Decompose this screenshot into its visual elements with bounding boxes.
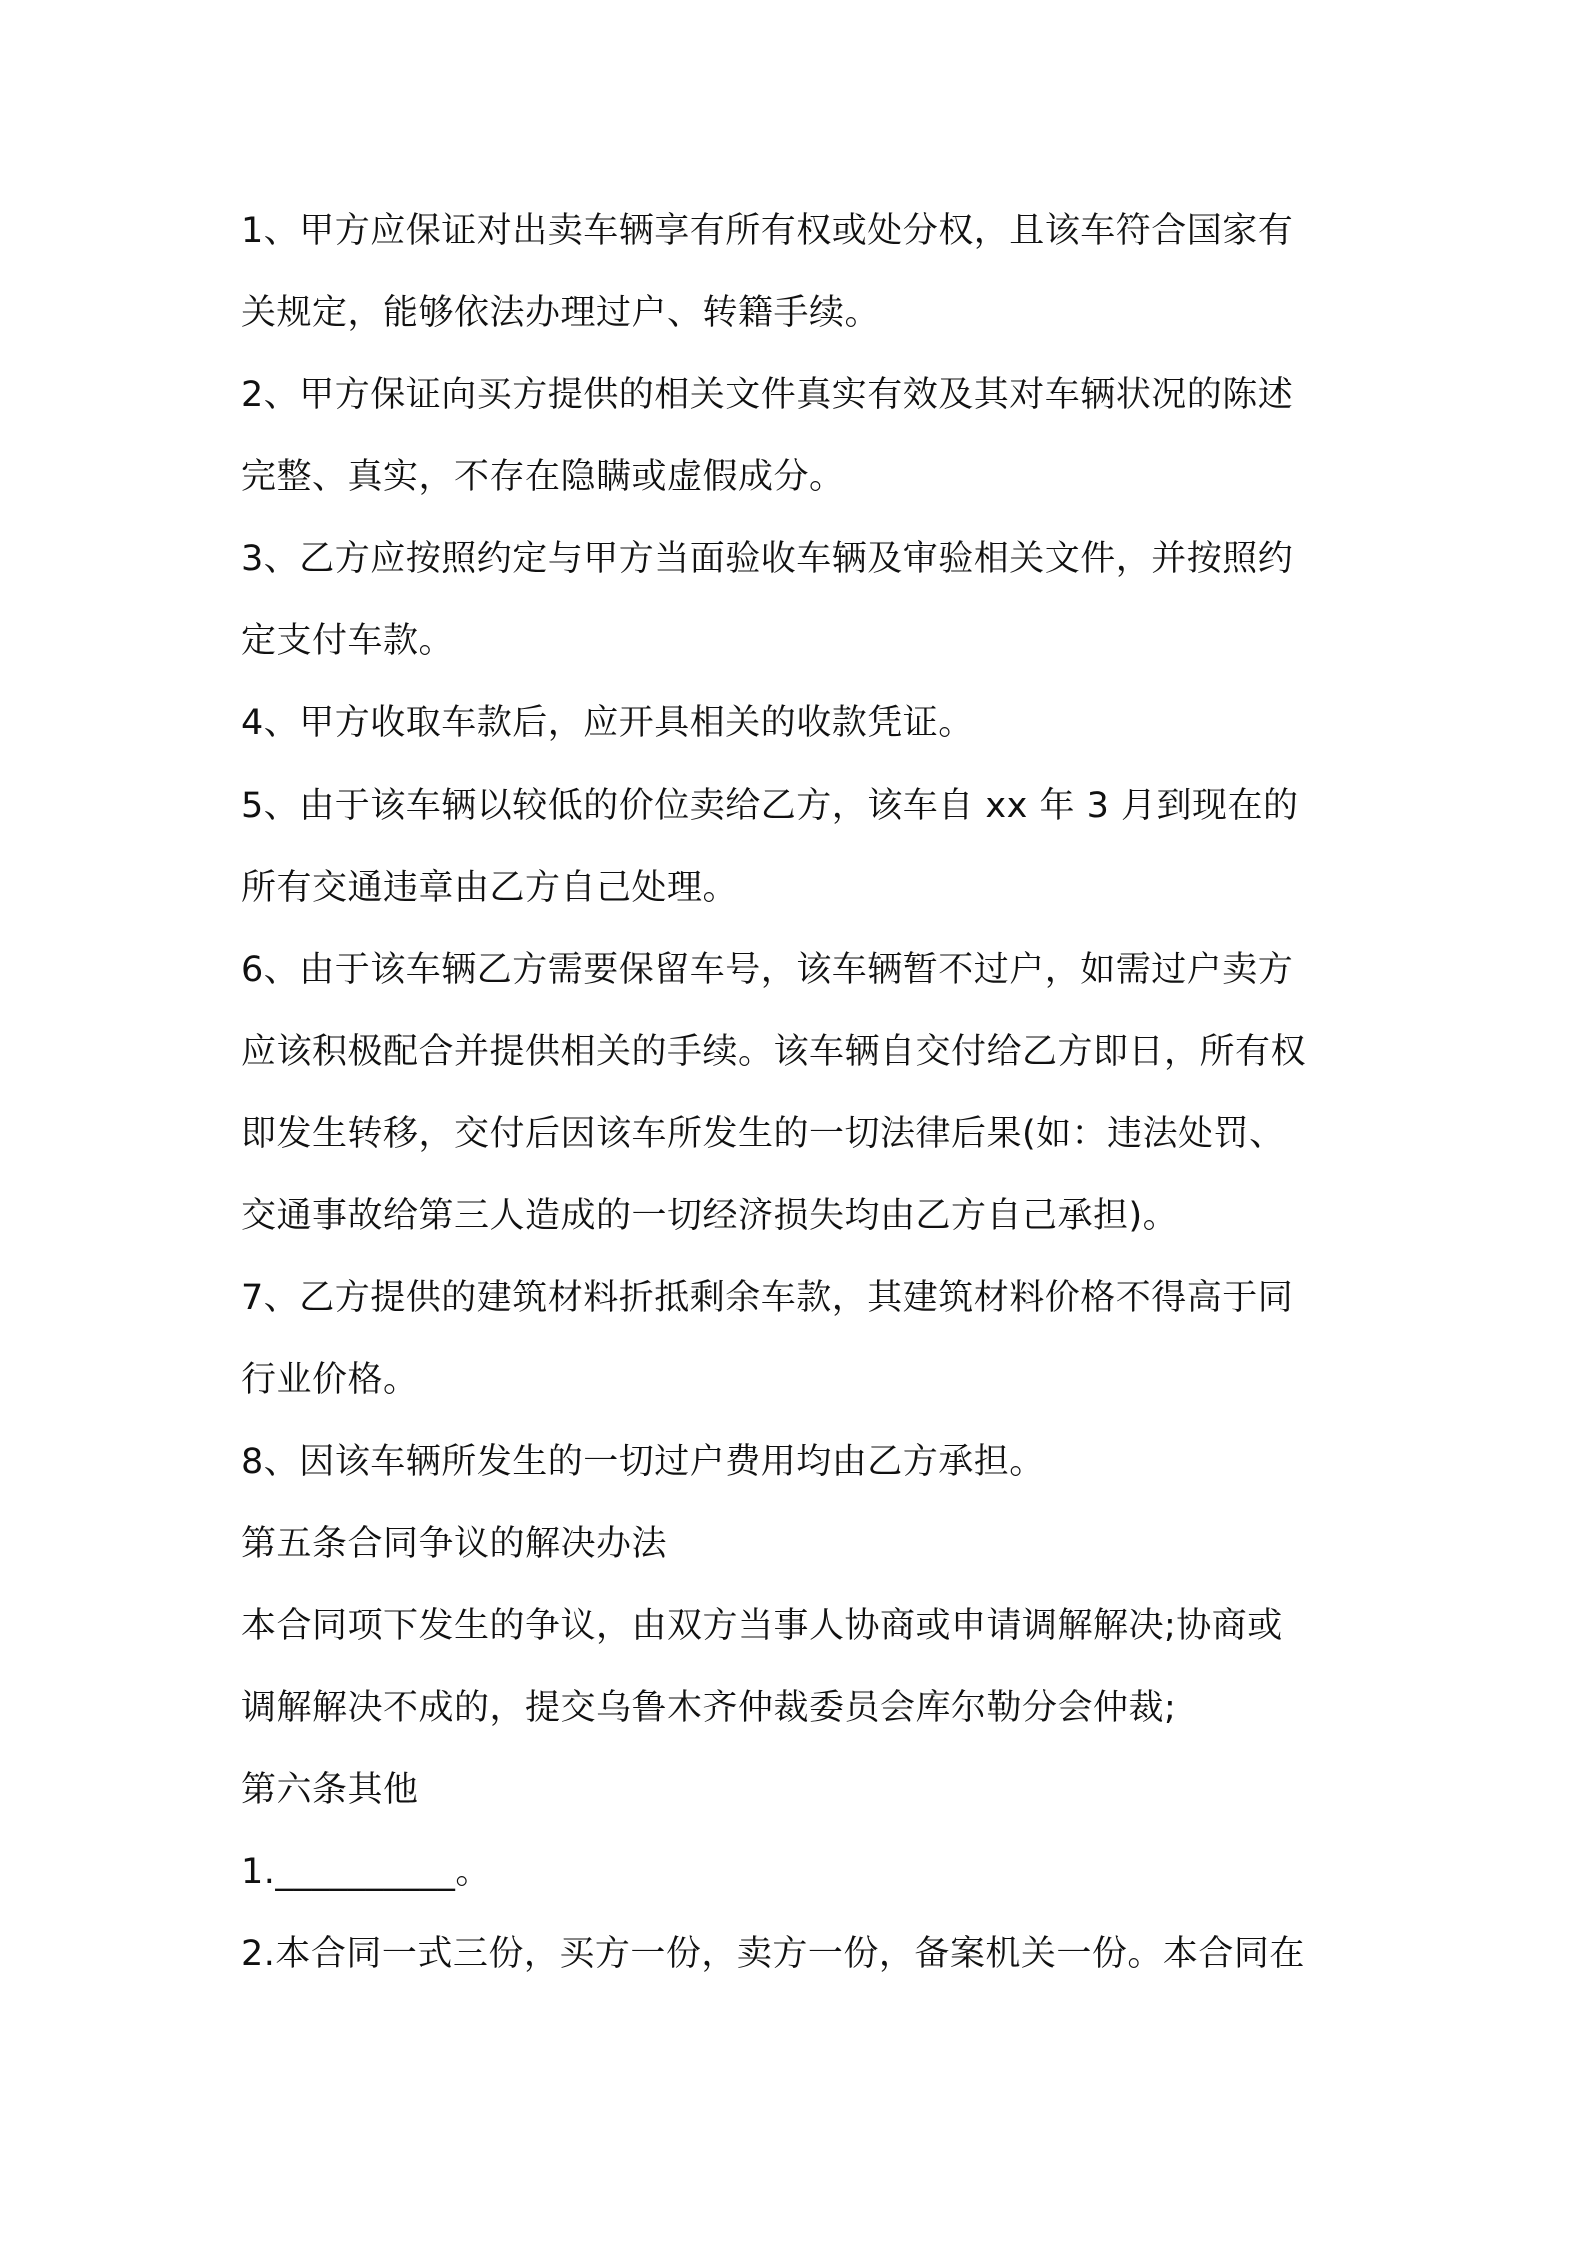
clause-4-1-line-1: 1、甲方应保证对出卖车辆享有所有权或处分权，且该车符合国家有 — [241, 211, 1294, 251]
clause-4-5-line-1: 5、由于该车辆以较低的价位卖给乙方，该车自 xx 年 3 月到现在的 — [241, 786, 1299, 826]
clause-4-6-line-1: 6、由于该车辆乙方需要保留车号，该车辆暂不过户，如需过户卖方 — [241, 950, 1294, 990]
clause-4-5-line-2: 所有交通违章由乙方自己处理。 — [241, 868, 739, 908]
clause-4-2-line-2: 完整、真实，不存在隐瞒或虚假成分。 — [241, 457, 845, 497]
article-6-item-2-line-1: 2.本合同一式三份，买方一份，卖方一份，备案机关一份。本合同在 — [241, 1934, 1305, 1974]
clause-4-7-line-1: 7、乙方提供的建筑材料折抵剩余车款，其建筑材料价格不得高于同 — [241, 1278, 1294, 1318]
article-6-item-1: 1.__________。 — [241, 1852, 491, 1892]
article-5-body-line-1: 本合同项下发生的争议，由双方当事人协商或申请调解解决;协商或 — [241, 1606, 1283, 1646]
clause-4-2-line-1: 2、甲方保证向买方提供的相关文件真实有效及其对车辆状况的陈述 — [241, 375, 1294, 415]
article-5-heading: 第五条合同争议的解决办法 — [241, 1524, 668, 1564]
clause-4-6-line-4: 交通事故给第三人造成的一切经济损失均由乙方自己承担)。 — [241, 1196, 1179, 1236]
clause-4-3-line-2: 定支付车款。 — [241, 621, 455, 661]
article-5-body-line-2: 调解解决不成的，提交乌鲁木齐仲裁委员会库尔勒分会仲裁; — [241, 1688, 1177, 1728]
clause-4-1-line-2: 关规定，能够依法办理过户、转籍手续。 — [241, 293, 881, 333]
clause-4-6-line-2: 应该积极配合并提供相关的手续。该车辆自交付给乙方即日，所有权 — [241, 1032, 1307, 1072]
clause-4-3-line-1: 3、乙方应按照约定与甲方当面验收车辆及审验相关文件，并按照约 — [241, 539, 1294, 579]
article-6-heading: 第六条其他 — [241, 1770, 419, 1810]
clause-4-8-line-1: 8、因该车辆所发生的一切过户费用均由乙方承担。 — [241, 1442, 1045, 1482]
clause-4-4-line-1: 4、甲方收取车款后，应开具相关的收款凭证。 — [241, 703, 974, 743]
clause-4-7-line-2: 行业价格。 — [241, 1360, 419, 1400]
clause-4-6-line-3: 即发生转移，交付后因该车所发生的一切法律后果(如：违法处罚、 — [241, 1114, 1285, 1154]
